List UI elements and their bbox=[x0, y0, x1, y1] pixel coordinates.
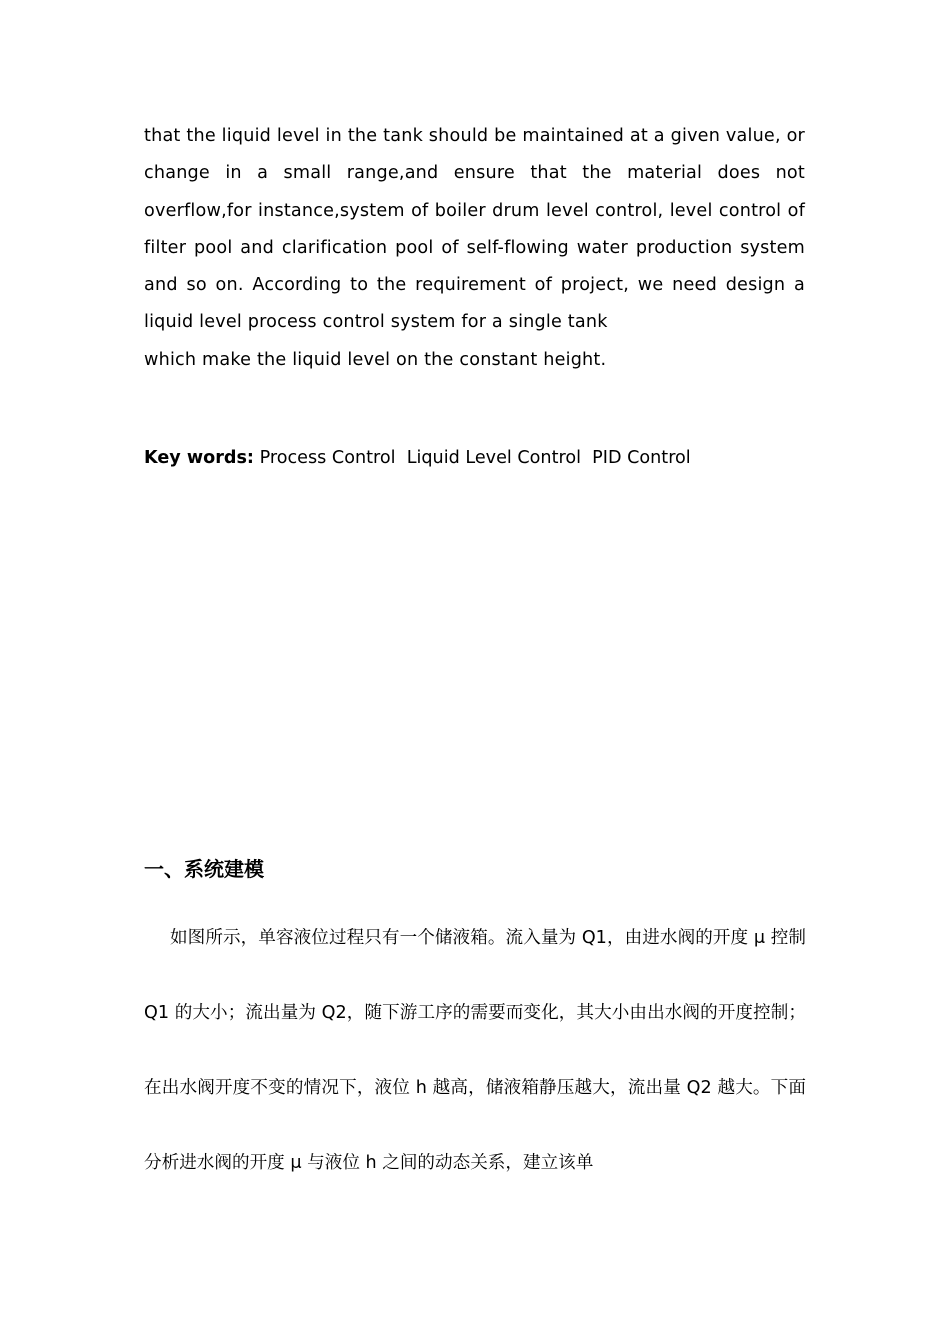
keywords-label: Key words: bbox=[144, 448, 254, 468]
abstract-section bbox=[144, 118, 805, 379]
abstract-paragraph-tail: which make the liquid level on the constant height. bbox=[144, 349, 607, 370]
keywords-value: Process Control Liquid Level Control PID Control bbox=[253, 448, 691, 468]
abstract-paragraph: that the liquid level in the tank should be maintained at a given value, or change in a small range,and ensure that the material does not overflow,for instance,system of boiler drum level control, level control of filter pool and clarification pool of self-flowing water production system and so on. According to the requirement of project, we need design a liquid level process control system for a single tank bbox=[144, 126, 805, 333]
keywords-line bbox=[144, 442, 805, 474]
section-body-paragraph: 如图所示，单容液位过程只有一个储液箱。流入量为 Q1，由进水阀的开度 μ 控制 Q1 的大小；流出量为 Q2，随下游工序的需要而变化，其大小由出水阀的开度控制；在出水阀开度不变的情况下，液位 h 越高，储液箱静压越大，流出量 Q2 越大。下面分析进水阀的开度 μ 与液位 h 之间的动态关系，建立该单 bbox=[144, 928, 806, 1173]
section-heading: 一、系统建模 bbox=[144, 857, 264, 881]
